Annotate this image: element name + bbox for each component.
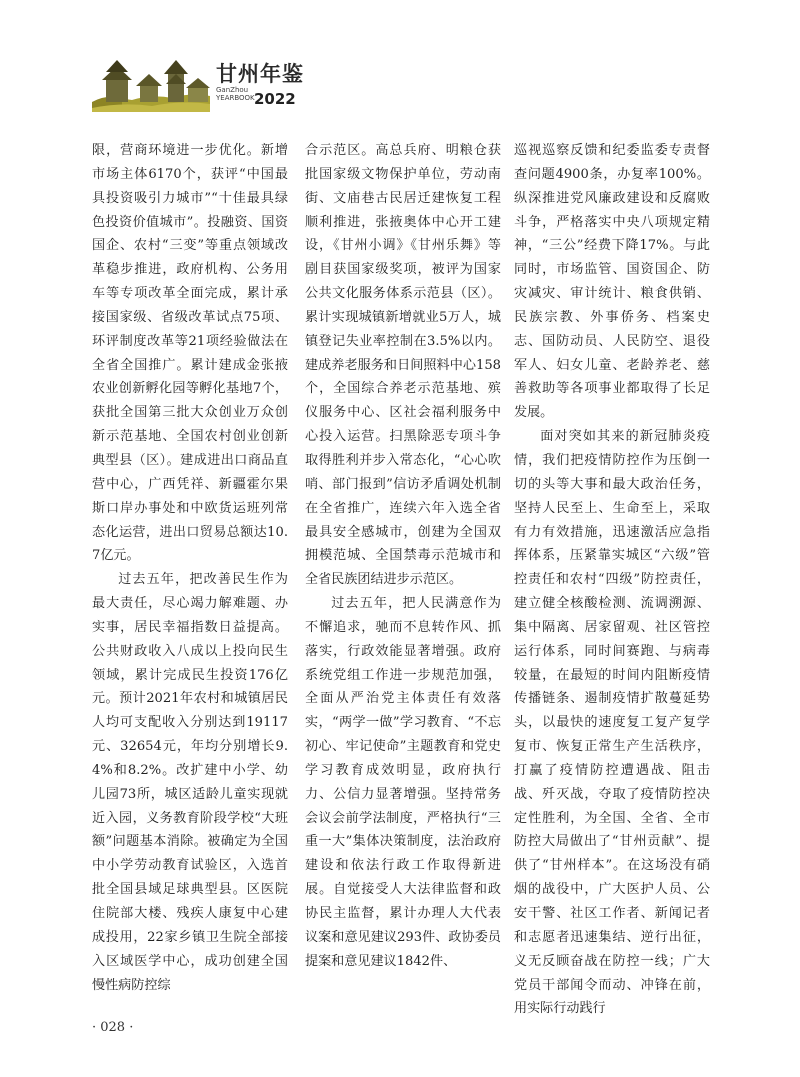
pagoda-landscape-logo (92, 56, 210, 112)
yearbook-header (92, 56, 412, 116)
paragraph: 巡视巡察反馈和纪委监委专责督查问题4900条，办复率100%。纵深推进党风廉政建设和反腐败斗争，严格落实中央八项规定精神，“三公”经费下降17%。与此同时，市场监管、国资国企、防灾减灾、审计统计、粮食供销、民族宗教、外事侨务、档案史志、国防动员、人民防空、退役军人、妇女儿童、老龄养老、慈善救助等各项事业都取得了长足发展。 (514, 143, 710, 421)
text-column-2 (305, 139, 501, 1001)
paragraph: 合示范区。高总兵府、明粮仓获批国家级文物保护单位，劳动南街、文庙巷古民居迁建恢复工程顺利推进，张掖奥体中心开工建设，《甘州小调》《甘州乐舞》等剧目获国家级奖项，被评为国家公共文化服务体系示范县（区）。累计实现城镇新增就业5万人，城镇登记失业率控制在3.5%以内。建成养老服务和日间照料中心158个，全国综合养老示范基地、殡仪服务中心、区社会福利服务中心投入运营。扫黑除恶专项斗争取得胜利并步入常态化，“心心吹哨、部门报到”信访矛盾调处机制在全省推广，连续六年入选全省最具安全感城市，创建为全国双拥模范城、全国禁毒示范城市和全省民族团结进步示范区。 (305, 143, 501, 588)
text-column-3 (514, 139, 710, 1017)
paragraph: 过去五年，把人民满意作为不懈追求，驰而不息转作风、抓落实，行政效能显著增强。政府系统党组工作进一步规范加强，全面从严治党主体责任有效落实，“两学一做”学习教育、“不忘初心、牢记使命”主题教育和党史学习教育成效明显，政府执行力、公信力显著增强。坚持常务会议会前学法制度，严格执行“三重一大”集体决策制度，法治政府建设和依法行政工作取得新进展。自觉接受人大法律监督和政协民主监督，累计办理人大代表议案和意见建议293件、政协委员提案和意见建议1842件、 (305, 596, 501, 969)
yearbook-subtitle (216, 86, 255, 102)
subtitle-line-ganzhou: GanZhou (216, 86, 249, 94)
yearbook-title: 甘州年鉴 (216, 61, 304, 86)
paragraph: 过去五年，把改善民生作为最大责任，尽心竭力解难题、办实事，居民幸福指数日益提高。公共财政收入八成以上投向民生领域，累计完成民生投资176亿元。预计2021年农村和城镇居民人均可支配收入分别达到19117元、32654元，年均分别增长9.4%和8.2%。改扩建中小学、幼儿园73所，城区适龄儿童实现就近入园，义务教育阶段学校“大班额”问题基本消除。被确定为全国中小学劳动教育试验区，入选首批全国县域足球典型县。区医院住院部大楼、残疾人康复中心建成投用，22家乡镇卫生院全部接入区域医学中心，成功创建全国慢性病防控综 (92, 572, 288, 993)
page-number: · 028 · (92, 1020, 134, 1035)
subtitle-line-yearbook: YEARBOOK (216, 94, 255, 102)
paragraph: 限，营商环境进一步优化。新增市场主体6170个，获评“中国最具投资吸引力城市”“十佳最具绿色投资价值城市”。投融资、国资国企、农村“三变”等重点领域改革稳步推进，政府机构、公务用车等专项改革全面完成，累计承接国家级、省级改革试点75项、环评制度改革等21项经验做法在全省全国推广。累计建成金张掖农业创新孵化园等孵化基地7个，获批全国第三批大众创业万众创新示范基地、全国农村创业创新典型县（区）。建成进出口商品直营中心，广西凭祥、新疆霍尔果斯口岸办事处和中欧货运班列常态化运营，进出口贸易总额达10.7亿元。 (92, 143, 288, 564)
paragraph: 面对突如其来的新冠肺炎疫情，我们把疫情防控作为压倒一切的头等大事和最大政治任务，坚持人民至上、生命至上，采取有力有效措施，迅速激活应急指挥体系，压紧靠实城区“六级”管控责任和农村“四级”防控责任，建立健全核酸检测、流调溯源、集中隔离、居家留观、社区管控运行体系，同时间赛跑、与病毒较量，在最短的时间内阻断疫情传播链条、遏制疫情扩散蔓延势头，以最快的速度复工复产复学复市、恢复正常生产生活秩序，打赢了疫情防控遭遇战、阻击战、歼灭战，夺取了疫情防控决定性胜利，为全国、全省、全市防控大局做出了“甘州贡献”、提供了“甘州样本”。在这场没有硝烟的战役中，广大医护人员、公安干警、社区工作者、新闻记者和志愿者迅速集结、逆行出征，义无反顾奋战在防控一线；广大党员干部闻令而动、冲锋在前，用实际行动践行 (514, 429, 710, 1017)
yearbook-year: 2022 (254, 90, 296, 108)
text-column-1 (92, 139, 288, 1001)
